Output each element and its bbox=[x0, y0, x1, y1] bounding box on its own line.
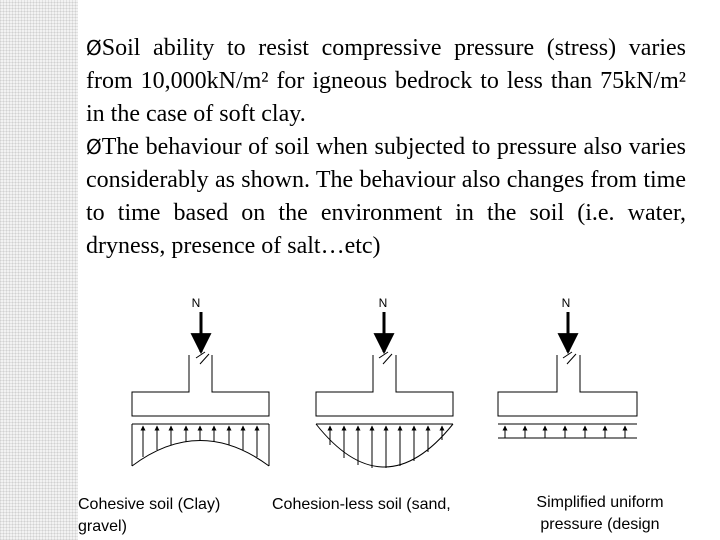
bullet-text-1: Soil ability to resist compressive pressure (stress) varies from 10,000kN/m² for igneous bedrock to less than 75kN/m² in the case of soft clay. bbox=[86, 35, 686, 127]
column-top-tick bbox=[379, 352, 388, 358]
load-label: N bbox=[378, 296, 388, 310]
pressure-arrows bbox=[505, 426, 625, 438]
caption-cohesionless-soil: Cohesion-less soil (sand, bbox=[272, 496, 451, 513]
caption-uniform-pressure: Simplified uniform pressure (design bbox=[536, 494, 664, 533]
pressure-arrows bbox=[143, 426, 257, 457]
footing-column bbox=[316, 355, 453, 416]
bullet-item-2 bbox=[86, 131, 686, 263]
load-label: N bbox=[561, 296, 571, 310]
footing-diagram-uniform bbox=[498, 296, 637, 438]
column-top-tick bbox=[567, 354, 576, 364]
column-top-tick bbox=[196, 352, 205, 358]
arrow-bullet-icon: Ø bbox=[86, 36, 102, 60]
bullet-text-2: The behaviour of soil when subjected to pressure also varies considerably as shown. The behaviour also changes from time to time based on the environment in the soil (i.e. water, dryness, presence of salt…etc) bbox=[86, 134, 686, 259]
column-top-tick bbox=[563, 352, 572, 358]
pressure-curve bbox=[316, 424, 453, 467]
pressure-arrows bbox=[330, 426, 442, 468]
column-top-tick bbox=[383, 354, 392, 364]
footing-diagram-clay bbox=[132, 296, 269, 466]
load-label: N bbox=[191, 296, 201, 310]
bullet-list bbox=[86, 32, 686, 263]
footing-pressure-diagrams bbox=[0, 285, 720, 485]
footing-diagram-sand bbox=[316, 296, 453, 468]
arrow-bullet-icon: Ø bbox=[86, 135, 102, 159]
column-top-tick bbox=[200, 354, 209, 364]
caption-cohesive-soil: Cohesive soil (Clay) gravel) bbox=[78, 496, 221, 535]
bullet-item-1 bbox=[86, 32, 686, 131]
pressure-curve bbox=[132, 441, 269, 467]
